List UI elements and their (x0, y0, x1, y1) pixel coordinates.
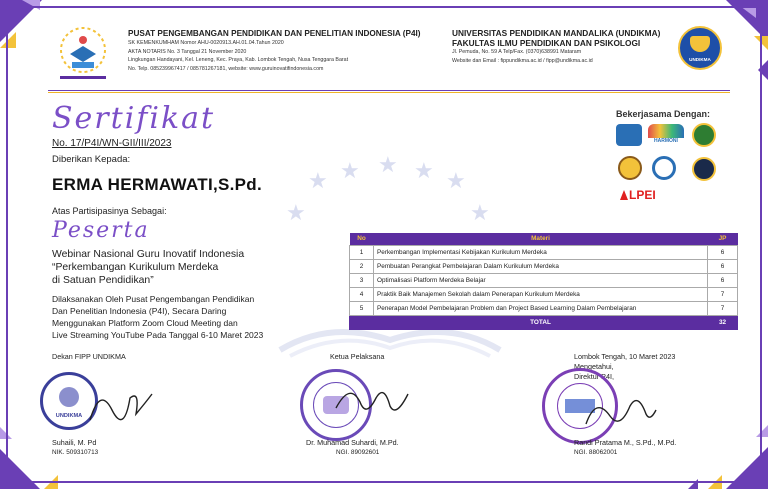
harmoni-label: HARMONI (654, 138, 678, 144)
materials-table (349, 233, 738, 330)
cell-jp: 6 (708, 245, 738, 259)
col-header-materi: Materi (374, 233, 708, 245)
col-header-jp: JP (708, 233, 738, 245)
partner-logo-3 (692, 123, 716, 147)
col-header-no: No (350, 233, 374, 245)
signature-right-role: Direktur P4I, (574, 372, 614, 381)
event-desc-2: Dan Penelitian Indonesia (P4I), Secara Daring (52, 306, 227, 316)
partner-logo-6 (692, 157, 716, 181)
univ-name: UNIVERSITAS PENDIDIKAN MANDALIKA (UNDIKMA) (452, 28, 661, 38)
faculty-name: FAKULTAS ILMU PENDIDIKAN DAN PSIKOLOGI (452, 38, 641, 48)
recipient-name: ERMA HERMAWATI,S.Pd. (52, 175, 262, 194)
signature-middle-scribble (332, 378, 412, 428)
signature-middle-id: NGI. 89092601 (336, 449, 380, 456)
event-desc-4: Live Streaming YouTube Pada Tanggal 6-10 Maret 2023 (52, 330, 264, 340)
signature-left-name: Suhaili, M. Pd (52, 438, 97, 447)
header-left (128, 28, 458, 73)
cell-no: 2 (350, 259, 374, 273)
given-to-label: Diberikan Kepada: (52, 154, 131, 165)
event-theme-2: di Satuan Pendidikan” (52, 275, 154, 286)
certificate-title: Sertifikat (52, 101, 216, 136)
undikma-logo-text: UNDIKMA (689, 57, 711, 62)
header-divider-accent (48, 92, 730, 93)
table-total-row (350, 315, 738, 329)
signature-left-id: NIK. 509310713 (52, 449, 99, 456)
org-name: PUSAT PENGEMBANGAN PENDIDIKAN DAN PENELITIAN INDONESIA (P4I) (128, 29, 421, 38)
star-icon: ★ (446, 168, 466, 193)
cell-no: 3 (350, 273, 374, 287)
lpei-label: LPEI (629, 188, 656, 202)
star-icon: ★ (378, 152, 398, 177)
signature-left-role: Dekan FIPP UNDIKMA (52, 352, 126, 361)
total-label: TOTAL (374, 315, 708, 329)
partner-logo-lpei (620, 188, 656, 202)
org-contact: No. Telp. 085239967417 / 085781267181, website: www.guruinovatifindonesia.com (128, 65, 324, 72)
event-name: Webinar Nasional Guru Inovatif Indonesia (52, 249, 245, 260)
signature-right-id: NGI. 88062001 (574, 449, 618, 456)
participant-role: Peserta (52, 218, 150, 243)
cell-materi: Praktik Baik Manajemen Sekolah dalam Penerapan Kurikulum Merdeka (374, 287, 708, 301)
event-desc-1: Dilaksanakan Oleh Pusat Pengembangan Pendidikan (52, 294, 255, 304)
table-header-row (350, 233, 738, 245)
signature-middle-role: Ketua Pelaksana (330, 352, 385, 361)
header-right (452, 28, 682, 65)
org-address: Lingkungan Handayani, Kel. Leneng, Kec. Praya, Kab. Lombok Tengah, Nusa Tenggara Barat (128, 57, 349, 64)
cell-empty (350, 315, 374, 329)
signature-right-name: Randi Pratama M., S.Pd., M.Pd. (574, 438, 677, 447)
star-icon: ★ (340, 158, 360, 183)
signature-middle-name: Dr. Muhamad Suhardi, M.Pd. (306, 438, 399, 447)
univ-address: Jl. Pemuda, No. 59 A Telp/Fax. (0370)638991 Mataram (452, 49, 582, 55)
partner-logo-4 (618, 156, 642, 180)
star-icon: ★ (470, 200, 490, 225)
cell-materi: Optimalisasi Platform Merdeka Belajar (374, 273, 708, 287)
org-sk: SK KEMENKUMHAM Nomor AHU-0020913.AH.01.04.Tahun 2020 (128, 40, 284, 46)
participation-label: Atas Partisipasinya Sebagai: (52, 206, 167, 216)
cell-materi: Perkembangan Implementasi Kebijakan Kurikulum Merdeka (374, 245, 708, 259)
partner-logo-1 (616, 124, 642, 146)
star-icon: ★ (286, 200, 306, 225)
table-row (350, 273, 738, 287)
partners-title: Bekerjasama Dengan: (616, 109, 711, 119)
cell-materi: Penerapan Model Pembelajaran Problem dan Project Based Learning Dalam Pembelajaran (374, 301, 708, 315)
table-row (350, 301, 738, 315)
star-icon: ★ (308, 168, 328, 193)
partner-logo-5 (652, 156, 676, 180)
event-desc-3: Menggunakan Platform Zoom Cloud Meeting dan (52, 318, 238, 328)
signature-left-scribble (86, 380, 156, 430)
table-row (350, 245, 738, 259)
cell-no: 1 (350, 245, 374, 259)
certificate-number: No. 17/P4I/WN-GII/III/2023 (52, 138, 172, 149)
signature-right-line: Mengetahui, (574, 362, 614, 371)
stamp-text: UNDIKMA (55, 413, 83, 419)
star-icon: ★ (414, 158, 434, 183)
header-divider (48, 90, 730, 91)
cell-jp: 6 (708, 259, 738, 273)
event-theme-1: “Perkembangan Kurikulum Merdeka (52, 262, 219, 273)
univ-web: Website dan Email : fippundikma.ac.id / fipp@undikma.ac.id (452, 57, 593, 64)
cell-jp: 6 (708, 273, 738, 287)
org-notary: AKTA NOTARIS No. 3 Tanggal 21 November 2020 (128, 48, 247, 55)
lpei-icon (620, 190, 628, 200)
signature-right-place-date: Lombok Tengah, 10 Maret 2023 (574, 352, 676, 361)
table-row (350, 259, 738, 273)
p4i-logo (52, 24, 114, 84)
cell-no: 5 (350, 301, 374, 315)
table-row (350, 287, 738, 301)
undikma-logo (678, 26, 722, 70)
partner-logo-harmoni (648, 124, 684, 146)
total-value: 32 (708, 315, 738, 329)
cell-jp: 7 (708, 287, 738, 301)
cell-jp: 7 (708, 301, 738, 315)
signature-right-scribble (580, 388, 660, 436)
cell-no: 4 (350, 287, 374, 301)
cell-materi: Pembuatan Perangkat Pembelajaran Dalam Kurikulum Merdeka (374, 259, 708, 273)
